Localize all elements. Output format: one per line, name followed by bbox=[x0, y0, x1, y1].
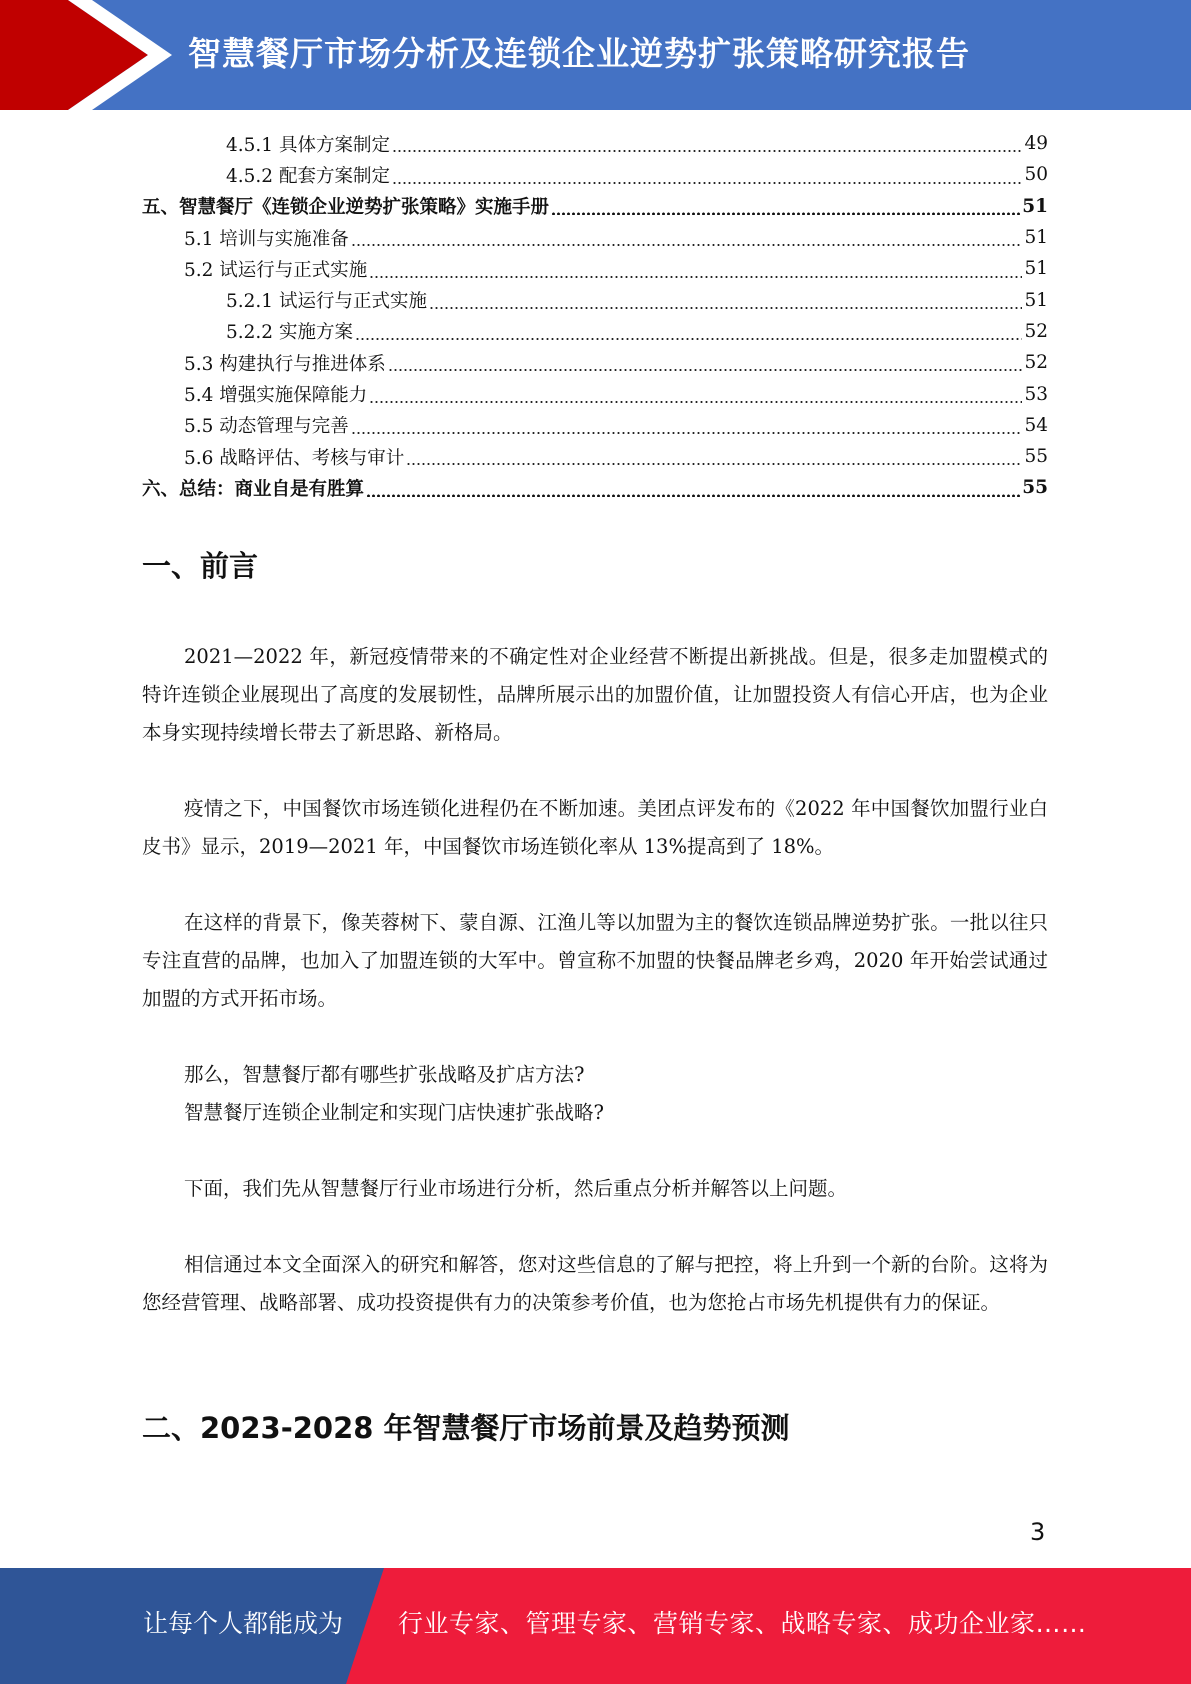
toc-entry-label: 5.2.1 试运行与正式实施 bbox=[226, 291, 427, 313]
toc-dot-leader bbox=[351, 228, 1023, 247]
toc-entry[interactable] bbox=[142, 128, 1048, 159]
toc-entry-label: 4.5.2 配套方案制定 bbox=[226, 165, 390, 187]
questions-block bbox=[142, 1056, 1048, 1132]
toc-entry-label: 六、总结：商业自是有胜算 bbox=[142, 478, 365, 500]
table-of-contents bbox=[142, 128, 1048, 504]
section-heading-preface: 一、前言 bbox=[142, 549, 259, 583]
toc-entry-page: 49 bbox=[1024, 133, 1048, 155]
toc-entry[interactable] bbox=[142, 191, 1048, 222]
toc-dot-leader bbox=[388, 353, 1023, 372]
toc-entry-page: 54 bbox=[1024, 414, 1048, 436]
toc-entry-page: 52 bbox=[1024, 352, 1048, 374]
toc-entry-label: 5.2 试运行与正式实施 bbox=[184, 259, 368, 281]
toc-entry[interactable] bbox=[142, 222, 1048, 253]
toc-entry[interactable] bbox=[142, 253, 1048, 284]
toc-entry[interactable] bbox=[142, 347, 1048, 378]
paragraph-3 bbox=[142, 904, 1048, 1018]
toc-dot-leader bbox=[551, 197, 1020, 216]
toc-entry-page: 51 bbox=[1024, 258, 1048, 280]
toc-entry[interactable] bbox=[142, 378, 1048, 409]
toc-entry-page: 50 bbox=[1024, 164, 1048, 186]
page-number: 3 bbox=[1030, 1518, 1046, 1546]
toc-entry-label: 4.5.1 具体方案制定 bbox=[226, 134, 390, 156]
footer-slogan-right: 行业专家、管理专家、营销专家、战略专家、成功企业家…… bbox=[398, 1609, 1087, 1638]
toc-entry-page: 51 bbox=[1022, 195, 1048, 217]
toc-entry[interactable] bbox=[142, 472, 1048, 503]
paragraph-next bbox=[142, 1170, 1048, 1208]
toc-entry-label: 5.4 增强实施保障能力 bbox=[184, 385, 368, 407]
toc-entry-label: 5.1 培训与实施准备 bbox=[184, 228, 349, 250]
toc-dot-leader bbox=[351, 416, 1023, 435]
paragraph-text: 下面，我们先从智慧餐厅行业市场进行分析，然后重点分析并解答以上问题。 bbox=[184, 1177, 848, 1200]
page-footer bbox=[0, 1568, 1191, 1684]
toc-entry[interactable] bbox=[142, 284, 1048, 315]
paragraph-text: 相信通过本文全面深入的研究和解答，您对这些信息的了解与把控，将上升到一个新的台阶。这将为您经营管理、战略部署、成功投资提供有力的决策参考价值，也为您抢占市场先机提供有力的保证。 bbox=[142, 1253, 1048, 1314]
question-1: 那么，智慧餐厅都有哪些扩张战略及扩店方法? bbox=[184, 1063, 585, 1086]
footer-slogan-left: 让每个人都能成为 bbox=[143, 1609, 344, 1638]
toc-entry[interactable] bbox=[142, 410, 1048, 441]
toc-dot-leader bbox=[355, 322, 1023, 341]
toc-dot-leader bbox=[392, 134, 1022, 153]
toc-dot-leader bbox=[406, 447, 1022, 466]
toc-entry-label: 5.3 构建执行与推进体系 bbox=[184, 353, 386, 375]
toc-entry-page: 52 bbox=[1024, 320, 1048, 342]
toc-entry-label: 5.6 战略评估、考核与审计 bbox=[184, 447, 405, 469]
toc-entry-label: 五、智慧餐厅《连锁企业逆势扩张策略》实施手册 bbox=[142, 197, 550, 219]
toc-dot-leader bbox=[369, 385, 1022, 404]
toc-entry-page: 51 bbox=[1024, 289, 1048, 311]
paragraph-1 bbox=[142, 638, 1048, 752]
page-header bbox=[0, 0, 1191, 110]
toc-entry[interactable] bbox=[142, 159, 1048, 190]
paragraph-text: 在这样的背景下，像芙蓉树下、蒙自源、江渔儿等以加盟为主的餐饮连锁品牌逆势扩张。一批以往只专注直营的品牌，也加入了加盟连锁的大军中。曾宣称不加盟的快餐品牌老乡鸡，2020 年开始尝试通过加盟的方式开拓市场。 bbox=[142, 911, 1048, 1010]
paragraph-text: 疫情之下，中国餐饮市场连锁化进程仍在不断加速。美团点评发布的《2022 年中国餐饮加盟行业白皮书》显示，2019—2021 年，中国餐饮市场连锁化率从 13%提高到了 18%。 bbox=[142, 797, 1048, 858]
toc-entry-label: 5.2.2 实施方案 bbox=[226, 322, 353, 344]
report-title: 智慧餐厅市场分析及连锁企业逆势扩张策略研究报告 bbox=[188, 34, 970, 73]
toc-dot-leader bbox=[369, 260, 1022, 279]
section-heading-forecast: 二、2023-2028 年智慧餐厅市场前景及趋势预测 bbox=[142, 1411, 790, 1445]
toc-entry-page: 51 bbox=[1024, 227, 1048, 249]
toc-entry[interactable] bbox=[142, 316, 1048, 347]
toc-dot-leader bbox=[366, 479, 1020, 498]
paragraph-last bbox=[142, 1246, 1048, 1322]
toc-entry-page: 55 bbox=[1022, 477, 1048, 499]
toc-entry-page: 55 bbox=[1024, 446, 1048, 468]
paragraph-2 bbox=[142, 790, 1048, 866]
paragraph-text: 2021—2022 年，新冠疫情带来的不确定性对企业经营不断提出新挑战。但是，很多走加盟模式的特许连锁企业展现出了高度的发展韧性，品牌所展示出的加盟价值，让加盟投资人有信心开店，也为企业本身实现持续增长带去了新思路、新格局。 bbox=[142, 645, 1048, 744]
toc-dot-leader bbox=[392, 166, 1022, 185]
toc-entry[interactable] bbox=[142, 441, 1048, 472]
question-2: 智慧餐厅连锁企业制定和实现门店快速扩张战略? bbox=[184, 1101, 604, 1124]
toc-entry-page: 53 bbox=[1024, 383, 1048, 405]
toc-dot-leader bbox=[429, 291, 1022, 310]
toc-entry-label: 5.5 动态管理与完善 bbox=[184, 416, 349, 438]
